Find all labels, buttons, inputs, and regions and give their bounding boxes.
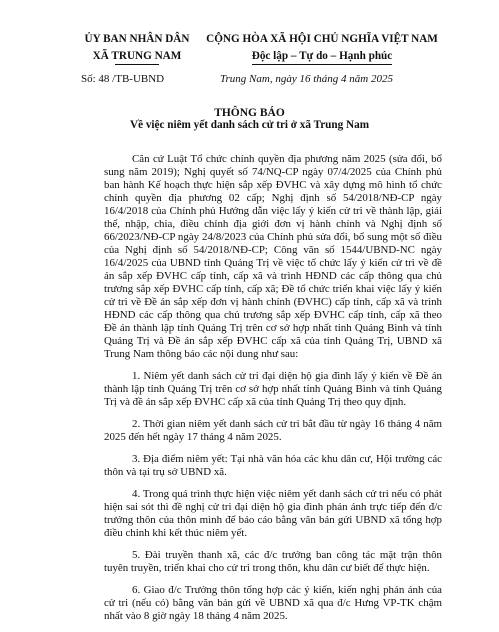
paragraph-item-4: 4. Trong quá trình thực hiện việc niêm yết danh sách cử tri nếu có phát hiện sai sót thì đề nghị cử tri đại diện hộ gia đình phản ánh trực tiếp đến đ/c trưởng thôn của thôn mình để báo cáo bằng văn bản gửi UBND xã tổng hợp điều chỉnh khi kết thúc niêm yết.: [104, 488, 442, 539]
paragraph-item-6: 6. Giao đ/c Trưởng thôn tổng hợp các ý kiến, kiến nghị phản ánh của cử tri (nếu có) bằng văn bản gửi về UBND xã qua đ/c Hưng VP-TK chậm nhất vào 8 giờ ngày 18 tháng 4 năm 2025.: [104, 584, 442, 622]
national-heading: [196, 33, 448, 64]
document-title: THÔNG BÁO: [214, 107, 285, 119]
paragraph-item-3: 3. Địa điểm niêm yết: Tại nhà văn hóa các khu dân cư, Hội trường các thôn và tại trụ sở UBND xã.: [104, 453, 442, 478]
authority-line1: ỦY BAN NHÂN DÂN: [84, 33, 190, 45]
paragraph-item-2: 2. Thời gian niêm yết danh sách cử tri bắt đầu từ ngày 16 tháng 4 năm 2025 đến hết ngày 17 tháng 4 năm 2025.: [104, 418, 442, 443]
date-line: Trung Nam, ngày 16 tháng 4 năm 2025: [220, 73, 393, 85]
document-body: [104, 153, 442, 632]
paragraph-item-5: 5. Đài truyền thanh xã, các đ/c trưởng ban công tác mặt trận thôn tuyên truyền, triển khai cho cử tri trong thôn, khu dân cư biết để thực hiện.: [104, 549, 442, 574]
issuing-authority: [62, 33, 212, 64]
document-subtitle: Về việc niêm yết danh sách cử tri ở xã Trung Nam: [129, 119, 370, 131]
paragraph-item-1: 1. Niêm yết danh sách cử tri đại diện hộ gia đình lấy ý kiến về Đề án thành lập tỉnh Quảng Trị trên cơ sở hợp nhất tỉnh Quảng Bình và tỉnh Quảng Trị và đề án sắp xếp ĐVHC cấp xã của tỉnh Quảng Trị theo quy định.: [104, 370, 442, 408]
paragraph-preamble: Căn cứ Luật Tổ chức chính quyền địa phương năm 2025 (sửa đổi, bổ sung năm 2019); Nghị quyết số 74/NQ-CP ngày 07/4/2025 của Chính phủ ban hành Kế hoạch thực hiện sắp xếp ĐVHC và xây dựng mô hình tổ chức chính quyền địa phương 02 cấp; Nghị định số 54/2018/NĐ-CP ngày 16/4/2018 của Chính phủ Hướng dẫn việc lấy ý kiến cử tri về thành lập, giải thể, nhập, chia, điều chỉnh địa giới đơn vị hành chính và Nghị định số 66/2023/NĐ-CP ngày 24/8/2023 của Chính phủ sửa đổi, bổ sung một số điều của Nghị định số 54/2018/NĐ-CP; Công văn số 1544/UBND-NC ngày 16/4/2025 của UBND tỉnh Quảng Trị về việc tổ chức lấy ý kiến cử tri về đề án sắp xếp ĐVHC cấp tỉnh, cấp xã và trình HĐND các cấp thông qua chủ trương sắp xếp ĐVHC cấp tỉnh, cấp xã; Đề tổ chức triển khai việc lấy ý kiến cử tri về Đề án sắp xếp đơn vị hành chính (ĐVHC) cấp tỉnh, cấp xã và trình HĐND các cấp thông qua chủ trương sắp xếp ĐVHC cấp tỉnh, cấp xã theo Đề án thành lập tỉnh Quảng Trị trên cơ sở hợp nhất tỉnh Quảng Bình và tỉnh Quảng Trị và Đề án sắp xếp ĐVHC cấp xã của tỉnh Quảng Trị, UBND xã Trung Nam thông báo các nội dung như sau:: [104, 153, 442, 360]
national-motto: Độc lập – Tự do – Hạnh phúc: [251, 50, 393, 62]
document-number: Số: 48 /TB-UBND: [81, 73, 165, 85]
national-title: CỘNG HÒA XÃ HỘI CHỦ NGHĨA VIỆT NAM: [206, 33, 438, 45]
authority-line2: XÃ TRUNG NAM: [92, 50, 182, 62]
